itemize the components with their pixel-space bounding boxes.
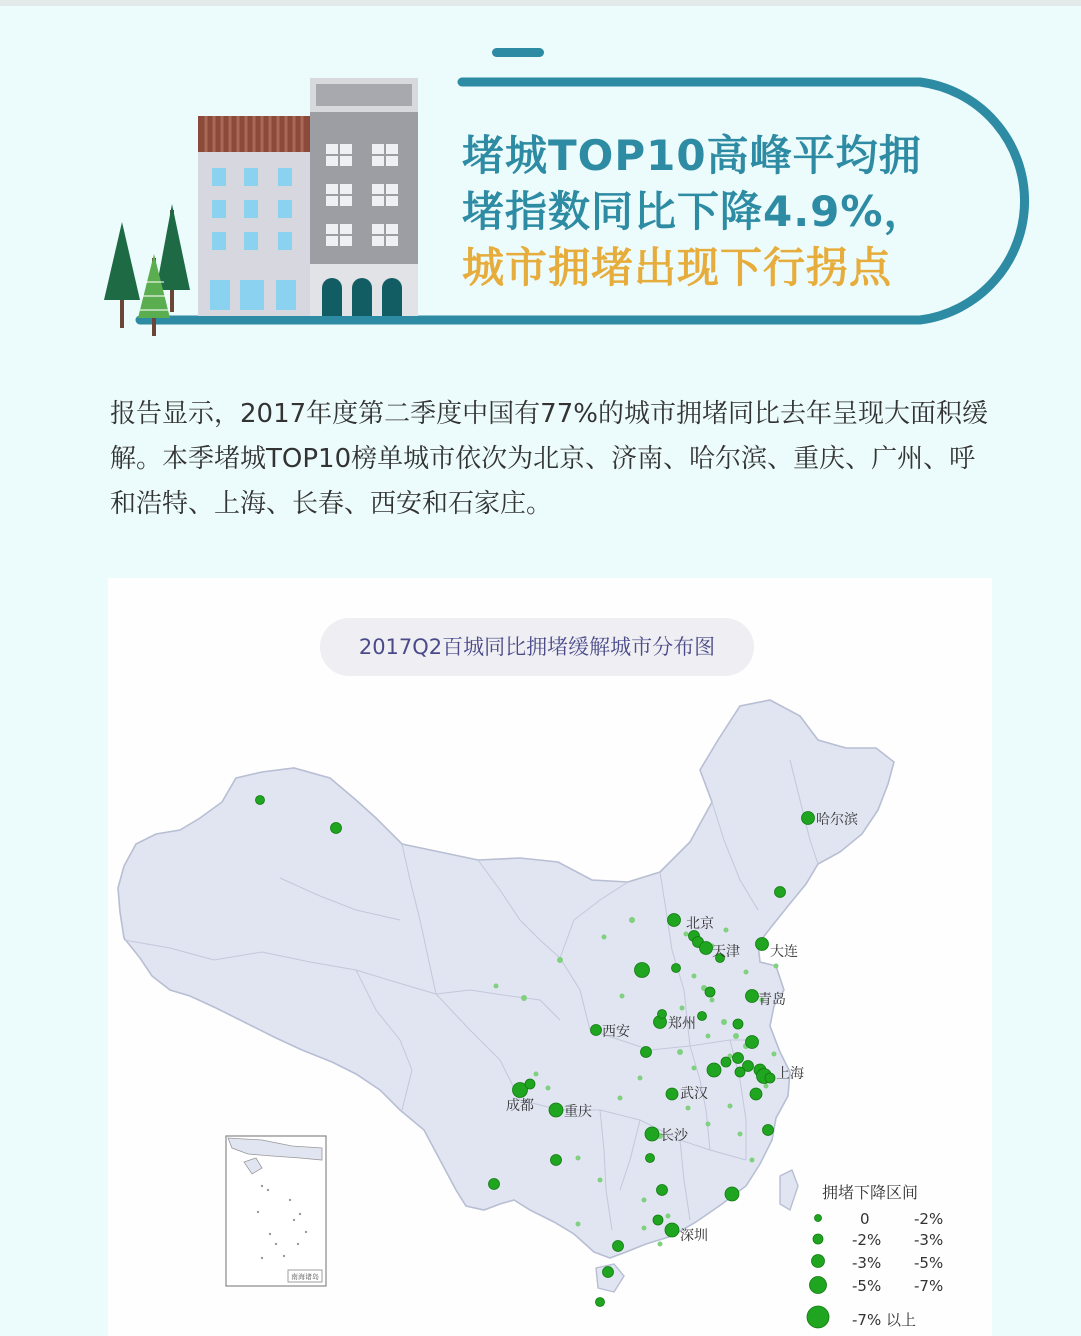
city-label: 青岛 — [758, 992, 786, 1008]
city-label: 上海 — [776, 1066, 804, 1082]
city-label: 天津 — [712, 944, 740, 960]
city-label: 西安 — [602, 1024, 630, 1040]
legend-to: -5% — [914, 1254, 944, 1272]
city-label: 武汉 — [680, 1086, 708, 1102]
city-label: 重庆 — [564, 1104, 592, 1120]
legend-to: -2% — [914, 1210, 944, 1228]
city-label: 哈尔滨 — [816, 812, 858, 828]
city-label: 深圳 — [680, 1228, 708, 1244]
legend-from: -3% — [852, 1254, 882, 1272]
top-divider — [0, 0, 1081, 6]
accent-dash — [492, 48, 544, 57]
city-label: 郑州 — [668, 1016, 696, 1032]
legend-title: 拥堵下降区间 — [822, 1183, 919, 1202]
report-paragraph: 报告显示，2017年度第二季度中国有77%的城市拥堵同比去年呈现大面积缓解。本季堵城TOP10榜单城市依次为北京、济南、哈尔滨、重庆、广州、呼和浩特、上海、长春、西安和石家庄。 — [110, 399, 988, 519]
building-right-icon — [310, 78, 418, 316]
inset-label: 南海诸岛 — [291, 1273, 319, 1281]
taiwan-shape — [780, 1170, 798, 1210]
legend-from: -5% — [852, 1277, 882, 1295]
legend-to: -3% — [914, 1231, 944, 1249]
banner-title-line3: 城市拥堵出现下行拐点 — [462, 243, 893, 292]
legend-from: -7% 以上 — [852, 1311, 916, 1329]
building-left-icon — [198, 116, 310, 316]
banner-title-line2: 堵指数同比下降4.9%， — [462, 187, 927, 236]
banner-title — [462, 128, 927, 296]
city-label: 长沙 — [660, 1128, 688, 1144]
legend-to: -7% — [914, 1277, 944, 1295]
city-label: 成都 — [506, 1098, 534, 1114]
legend-from: 0 — [860, 1210, 870, 1228]
legend-from: -2% — [852, 1231, 882, 1249]
legend-markers — [807, 1215, 829, 1329]
banner-title-line1: 堵城TOP10高峰平均拥 — [462, 131, 922, 180]
city-label: 大连 — [770, 944, 798, 960]
south-china-sea-inset — [226, 1136, 326, 1286]
city-label: 北京 — [686, 916, 714, 932]
map-title: 2017Q2百城同比拥堵缓解城市分布图 — [320, 618, 754, 676]
